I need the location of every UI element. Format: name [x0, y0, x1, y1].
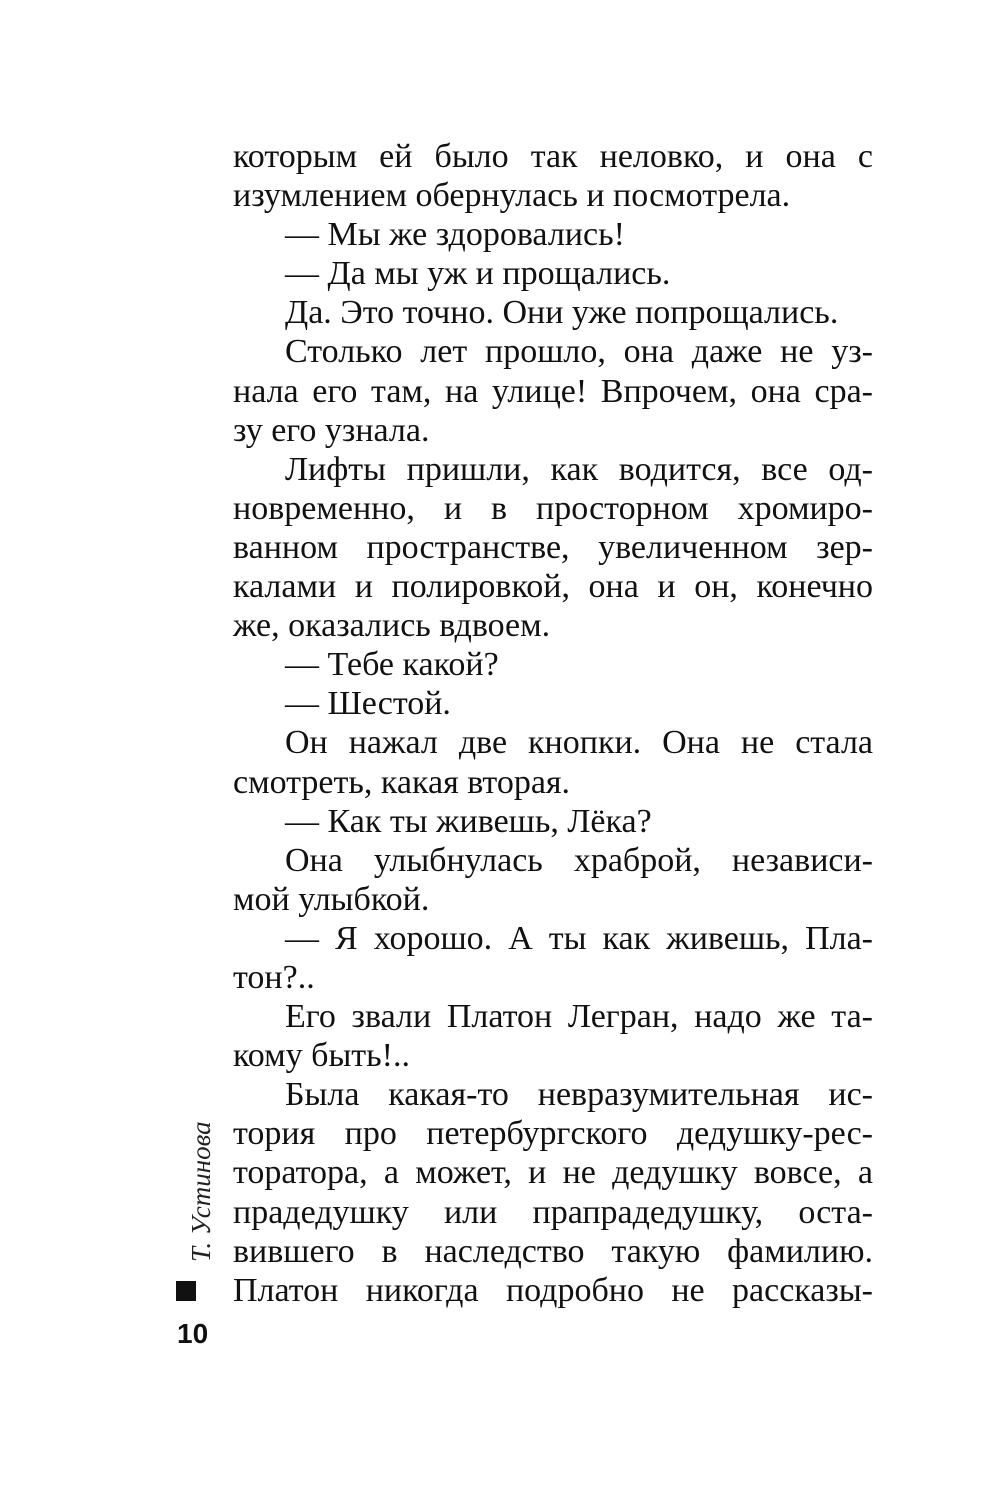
text-line: — Как ты живешь, Лёка?: [285, 802, 652, 840]
text-line: мой улыбкой.: [233, 880, 430, 918]
text-line: калами и полировкой, она и он, конечно: [233, 568, 873, 606]
square-bullet-icon: [176, 1281, 196, 1301]
text-line: Лифты пришли, как водится, все од-: [285, 450, 873, 488]
text-line: Его звали Платон Легран, надо же та-: [285, 998, 873, 1036]
text-line: Да. Это точно. Они уже попрощались.: [285, 294, 839, 332]
text-line: Платон никогда подробно не рассказы-: [233, 1271, 873, 1309]
text-line: торатора, а может, и не дедушку вовсе, а: [233, 1154, 873, 1192]
text-line: Была какая-то невразумительная ис-: [285, 1076, 873, 1114]
text-line: — Тебе какой?: [285, 646, 499, 684]
text-line: — Да мы уж и прощались.: [285, 255, 671, 293]
body-text: [233, 137, 873, 1310]
text-line: вившего в наследство такую фамилию.: [233, 1232, 873, 1270]
text-line: которым ей было так неловко, и она с: [233, 138, 873, 175]
text-line: Столько лет прошло, она даже не уз-: [285, 333, 873, 371]
text-line: новременно, и в просторном хромиро-: [233, 489, 873, 527]
text-line: тория про петербургского дедушку-рес-: [233, 1115, 873, 1153]
text-line: же, оказались вдвоем.: [233, 607, 551, 645]
text-line: Она улыбнулась храброй, независи-: [285, 841, 873, 879]
text-line: — Я хорошо. А ты как живешь, Пла-: [285, 919, 873, 957]
text-line: изумлением обернулась и посмотрела.: [233, 177, 791, 215]
text-line: кому быть!..: [233, 1037, 410, 1075]
page-number: 10: [177, 1318, 209, 1349]
text-line: ванном пространстве, увеличенном зер-: [233, 528, 873, 566]
text-line: смотреть, какая вторая.: [233, 763, 571, 801]
running-head-author: Т. Устинова: [186, 1121, 216, 1262]
text-line: — Шестой.: [285, 685, 451, 723]
text-line: Он нажал две кнопки. Она не стала: [285, 724, 873, 762]
text-line: нала его там, на улице! Впрочем, она сра-: [233, 372, 873, 410]
text-line: прадедушку или прапрадедушку, оста-: [233, 1193, 873, 1231]
text-line: — Мы же здоровались!: [285, 216, 625, 254]
text-line: зу его узнала.: [233, 411, 430, 449]
text-line: тон?..: [233, 958, 315, 996]
